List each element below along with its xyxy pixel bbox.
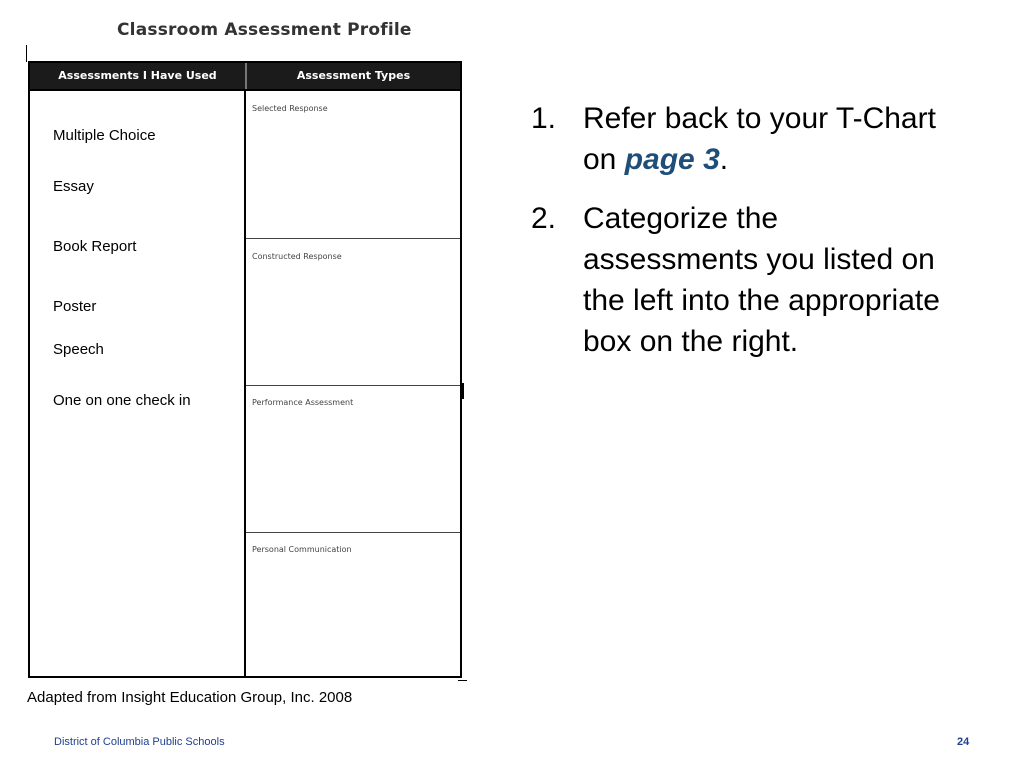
source-citation: Adapted from Insight Education Group, Inc. 2008 [27, 689, 353, 706]
type-box-constructed-response [246, 239, 460, 385]
instructions-list [531, 98, 961, 362]
assessment-profile-table [28, 61, 462, 678]
assessment-item: Poster [53, 298, 97, 315]
footer-organization: District of Columbia Public Schools [54, 736, 225, 748]
scan-edge-mark [26, 45, 27, 62]
instruction-number: 2. [531, 202, 557, 235]
instruction-text-end: . [719, 143, 729, 176]
assessments-used-column [30, 91, 245, 676]
table-header-row [30, 63, 460, 91]
instruction-item [531, 98, 961, 180]
header-assessments-used: Assessments I Have Used [58, 69, 217, 82]
header-assessment-types: Assessment Types [296, 69, 411, 82]
instruction-item [531, 198, 961, 362]
instruction-text: Refer back to your T-Chart on [583, 102, 936, 176]
instruction-number: 1. [531, 102, 557, 135]
page-reference: page 3 [624, 143, 720, 176]
type-label: Personal Communication [252, 545, 352, 554]
page-number: 24 [957, 736, 970, 748]
assessment-item: Essay [53, 178, 94, 195]
type-box-selected-response [246, 91, 460, 238]
assessment-item: One on one check in [53, 392, 191, 409]
assessment-types-column [246, 91, 460, 676]
assessment-item: Multiple Choice [53, 127, 156, 144]
scan-edge-mark [458, 680, 467, 681]
type-box-personal-communication [246, 533, 460, 676]
type-label: Constructed Response [252, 252, 342, 261]
type-label: Selected Response [252, 104, 328, 113]
assessment-item: Book Report [53, 238, 137, 255]
assessment-item: Speech [53, 341, 104, 358]
instruction-text: Categorize the assessments you listed on the left into the appropriate box on the right. [583, 202, 940, 358]
page-title: Classroom Assessment Profile [117, 20, 412, 40]
type-box-performance-assessment [246, 386, 460, 532]
type-label: Performance Assessment [252, 398, 354, 407]
